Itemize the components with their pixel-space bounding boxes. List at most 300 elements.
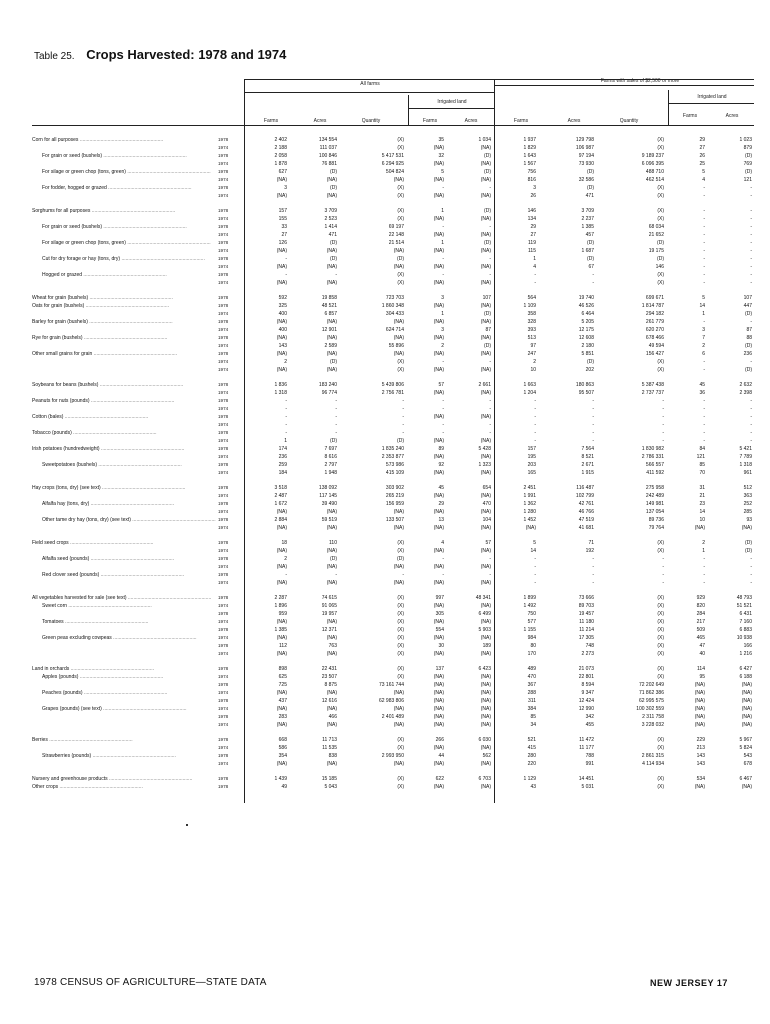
table-cell: 27 [281, 232, 287, 238]
table-cell: (NA) [433, 564, 444, 570]
row-year: 1978 [218, 169, 229, 174]
table-cell: (NA) [480, 548, 491, 554]
table-cell: - [592, 572, 594, 578]
leader-dots: ............................................................ [130, 517, 216, 523]
table-cell: (X) [657, 737, 664, 743]
table-cell: 165 [527, 470, 536, 476]
table-cell: (NA) [741, 784, 752, 790]
table-cell: - [703, 367, 705, 373]
table-cell: 534 [696, 776, 705, 782]
table-cell: (NA) [326, 580, 337, 586]
table-cell: 2 398 [739, 390, 752, 396]
table-cell: (NA) [433, 303, 444, 309]
leader-dots: ............................................................ [78, 674, 164, 680]
row-label-text: Other crops [32, 784, 59, 790]
table-cell: - [703, 216, 705, 222]
table-cell: 100 846 [318, 153, 337, 159]
table-cell: 23 507 [321, 674, 337, 680]
table-cell: 107 [482, 295, 491, 301]
table-cell: (NA) [276, 690, 287, 696]
row-label [32, 430, 222, 437]
table-cell: (X) [657, 185, 664, 191]
table-cell: 85 [699, 462, 705, 468]
table-cell: 46 766 [578, 509, 594, 515]
table-cell: (D) [330, 556, 337, 562]
row-label [32, 335, 222, 342]
row-year: 1978 [218, 351, 229, 356]
table-cell: 71 862 386 [638, 690, 664, 696]
table-cell: 627 [278, 169, 287, 175]
row-year: 1978 [218, 517, 229, 522]
table-cell: (X) [657, 367, 664, 373]
table-cell: (NA) [480, 390, 491, 396]
table-cell: 400 [278, 327, 287, 333]
leader-dots: ............................................................ [89, 398, 175, 404]
table-cell: 13 [438, 517, 444, 523]
table-cell: 55 896 [388, 343, 404, 349]
table-cell: (D) [330, 256, 337, 262]
table-cell: 6 857 [324, 311, 337, 317]
table-cell: 27 [530, 232, 536, 238]
table-cell: (NA) [480, 698, 491, 704]
table-cell: 1 362 [523, 501, 536, 507]
row-label [32, 674, 232, 681]
row-year: 1978 [218, 224, 229, 229]
row-year: 1978 [218, 784, 229, 789]
row-year: 1974 [218, 619, 229, 624]
table-cell: 6 294 925 [381, 161, 404, 167]
table-cell: - [442, 430, 444, 436]
table-cell: 4 [441, 540, 444, 546]
table-cell: (NA) [480, 232, 491, 238]
table-cell: (D) [330, 438, 337, 444]
table-cell: - [750, 414, 752, 420]
table-cell: 22 801 [578, 674, 594, 680]
table-cell: - [703, 556, 705, 562]
leader-dots: ............................................................ [101, 706, 187, 712]
table-cell: 189 [482, 643, 491, 649]
table-cell: (NA) [480, 177, 491, 183]
row-label [32, 776, 222, 783]
table-cell: (X) [657, 548, 664, 554]
table-cell: 45 [699, 382, 705, 388]
row-label [32, 185, 232, 192]
table-cell: 554 [435, 627, 444, 633]
table-cell: (NA) [433, 548, 444, 554]
table-cell: - [703, 280, 705, 286]
table-cell: - [750, 359, 752, 365]
table-cell: 6 096 395 [641, 161, 664, 167]
row-label-text: Green peas excluding cowpeas [42, 635, 112, 641]
table-cell: 96 774 [321, 390, 337, 396]
row-year: 1974 [218, 359, 229, 364]
table-cell: (X) [397, 359, 404, 365]
table-cell: - [703, 193, 705, 199]
table-cell: 156 959 [385, 501, 404, 507]
leader-dots: ............................................................ [100, 485, 186, 491]
table-cell: (D) [484, 153, 491, 159]
table-cell: - [662, 580, 664, 586]
table-cell: (NA) [694, 706, 705, 712]
row-year: 1974 [218, 580, 229, 585]
table-cell: 5 043 [324, 784, 337, 790]
table-cell: 1 643 [523, 153, 536, 159]
table-cell: (D) [397, 438, 404, 444]
table-cell: 57 [438, 382, 444, 388]
table-cell: 1 687 [581, 248, 594, 254]
table-cell: 112 [279, 643, 287, 649]
table-cell: 117 145 [319, 493, 337, 499]
table-cell: 328 [527, 319, 536, 325]
row-label-text: Alfalfa hay (tons, dry) [42, 501, 90, 507]
table-cell: (NA) [741, 682, 752, 688]
table-cell: 31 [699, 485, 705, 491]
table-cell: - [534, 580, 536, 586]
row-year: 1974 [218, 745, 229, 750]
table-cell: 1 034 [478, 137, 491, 143]
row-label [32, 572, 232, 579]
table-cell: - [402, 422, 404, 428]
table-cell: (X) [397, 603, 404, 609]
table-cell: (NA) [276, 280, 287, 286]
col-header-s-quantity: Quantity [619, 118, 639, 124]
table-cell: (NA) [326, 635, 337, 641]
table-cell: (NA) [480, 248, 491, 254]
table-cell: 1 [441, 240, 444, 246]
table-cell: (NA) [480, 470, 491, 476]
table-cell: 32 586 [578, 177, 594, 183]
table-cell: 283 [278, 714, 287, 720]
table-cell: 89 703 [578, 603, 594, 609]
table-cell: 73 161 744 [378, 682, 404, 688]
table-cell: - [662, 556, 664, 562]
table-cell: 393 [527, 327, 536, 333]
table-cell: 573 986 [385, 462, 404, 468]
row-label-text: Tomatoes [42, 619, 64, 625]
table-cell: (NA) [433, 603, 444, 609]
table-cell: - [489, 272, 491, 278]
table-cell: (NA) [326, 690, 337, 696]
table-cell: 991 [585, 761, 594, 767]
table-cell: (NA) [480, 414, 491, 420]
table-cell: - [662, 406, 664, 412]
row-year: 1978 [218, 462, 229, 467]
table-number: Table 25. [34, 51, 75, 62]
table-cell: 133 507 [385, 517, 404, 523]
table-cell: 699 671 [645, 295, 664, 301]
table-cell: 769 [743, 161, 752, 167]
table-cell: 19 740 [578, 295, 594, 301]
leader-dots: ............................................................ [84, 303, 169, 309]
table-cell: 1 414 [324, 224, 337, 230]
table-cell: 509 [696, 627, 705, 633]
row-year: 1974 [218, 390, 229, 395]
table-cell: 19 858 [321, 295, 337, 301]
row-year: 1974 [218, 145, 229, 150]
table-cell: 74 615 [321, 595, 337, 601]
table-cell: 961 [743, 470, 752, 476]
table-cell: - [750, 208, 752, 214]
col-header-quantity: Quantity [361, 118, 381, 124]
table-cell: (NA) [741, 698, 752, 704]
table-cell: - [489, 256, 491, 262]
table-cell: (NA) [741, 690, 752, 696]
table-cell: (NA) [741, 714, 752, 720]
table-cell: (NA) [433, 493, 444, 499]
table-cell: 73 666 [578, 595, 594, 601]
table-cell: - [592, 430, 594, 436]
table-cell: - [442, 422, 444, 428]
table-cell: (D) [484, 169, 491, 175]
table-cell: - [662, 430, 664, 436]
table-cell: (X) [657, 137, 664, 143]
table-cell: - [703, 232, 705, 238]
leader-dots: ............................................................ [47, 737, 133, 743]
table-cell: 2 797 [324, 462, 337, 468]
table-cell: 102 799 [575, 493, 594, 499]
table-cell: - [442, 556, 444, 562]
table-cell: 415 109 [385, 470, 404, 476]
table-cell: (NA) [480, 280, 491, 286]
table-cell: (NA) [393, 580, 404, 586]
table-cell: 51 521 [736, 603, 752, 609]
table-cell: 668 [278, 737, 287, 743]
table-cell: (NA) [433, 682, 444, 688]
row-label-text: Peaches (pounds) [42, 690, 83, 696]
table-cell: - [592, 280, 594, 286]
table-cell: (NA) [433, 635, 444, 641]
table-cell: 788 [585, 753, 594, 759]
table-cell: - [750, 193, 752, 199]
table-cell: - [335, 422, 337, 428]
table-cell: (NA) [480, 714, 491, 720]
table-cell: 358 [527, 311, 536, 317]
row-label [32, 256, 232, 263]
table-cell: 21 073 [578, 666, 594, 672]
table-cell: 1 204 [523, 390, 536, 396]
table-cell: 46 526 [578, 303, 594, 309]
table-cell: - [592, 406, 594, 412]
table-cell: (X) [397, 635, 404, 641]
table-cell: 5 [533, 540, 536, 546]
row-label-text: Sweet corn [42, 603, 68, 609]
table-cell: (NA) [393, 177, 404, 183]
table-cell: 470 [482, 501, 491, 507]
table-cell: (NA) [276, 580, 287, 586]
table-cell: (NA) [480, 161, 491, 167]
table-cell: 2 737 737 [641, 390, 664, 396]
table-cell: 6 883 [739, 627, 752, 633]
table-cell: - [750, 240, 752, 246]
table-cell: (X) [397, 185, 404, 191]
table-cell: - [489, 185, 491, 191]
table-cell: - [592, 398, 594, 404]
table-cell: - [703, 359, 705, 365]
leader-dots: ............................................................ [58, 784, 143, 790]
table-cell: 465 [696, 635, 705, 641]
table-cell: 5 851 [581, 351, 594, 357]
table-cell: - [750, 248, 752, 254]
table-cell: - [703, 240, 705, 246]
row-label [32, 414, 222, 421]
row-label [32, 666, 222, 673]
row-year: 1978 [218, 540, 229, 545]
leader-dots: ............................................................ [87, 319, 173, 325]
table-cell: (D) [745, 343, 752, 349]
table-cell: - [592, 580, 594, 586]
table-cell: 305 [435, 611, 444, 617]
table-cell: 19 457 [578, 611, 594, 617]
table-cell: (X) [397, 776, 404, 782]
table-cell: 156 427 [645, 351, 664, 357]
table-cell: 577 [527, 619, 536, 625]
table-cell: 462 514 [645, 177, 664, 183]
leader-dots: ............................................................ [99, 572, 185, 578]
table-cell: - [402, 398, 404, 404]
row-year: 1978 [218, 485, 229, 490]
table-cell: (NA) [276, 651, 287, 657]
table-cell: (NA) [480, 303, 491, 309]
table-cell: (D) [745, 153, 752, 159]
table-cell: 2 993 950 [381, 753, 404, 759]
table-cell: (D) [587, 240, 594, 246]
table-cell: - [703, 406, 705, 412]
table-cell: (X) [397, 595, 404, 601]
table-cell: (X) [397, 619, 404, 625]
table-cell: 763 [328, 643, 337, 649]
table-cell: 14 [699, 303, 705, 309]
leader-dots: ............................................................ [68, 540, 154, 546]
row-label [32, 706, 232, 713]
table-cell: (X) [657, 193, 664, 199]
table-cell: (NA) [276, 335, 287, 341]
row-year: 1978 [218, 698, 229, 703]
table-cell: 2 523 [324, 216, 337, 222]
table-cell: - [285, 414, 287, 420]
leader-dots: ............................................................ [90, 208, 176, 214]
table-cell: 97 194 [578, 153, 594, 159]
table-cell: 17 305 [578, 635, 594, 641]
header-irrigated-land: Irrigated land [437, 99, 467, 105]
row-year: 1974 [218, 674, 229, 679]
row-year: 1974 [218, 343, 229, 348]
table-cell: - [335, 406, 337, 412]
table-cell: - [750, 224, 752, 230]
table-cell: (X) [657, 776, 664, 782]
table-cell: - [442, 406, 444, 412]
table-cell: (NA) [326, 193, 337, 199]
table-cell: (NA) [276, 509, 287, 515]
table-cell: (X) [397, 193, 404, 199]
table-cell: 22 431 [321, 666, 337, 672]
table-cell: - [442, 185, 444, 191]
row-year: 1978 [218, 185, 229, 190]
table-cell: 5 967 [739, 737, 752, 743]
row-label-text: Peanuts for nuts (pounds) [32, 398, 90, 404]
table-cell: (X) [657, 216, 664, 222]
table-cell: (X) [657, 540, 664, 546]
table-cell: (NA) [393, 525, 404, 531]
table-cell: 12 901 [321, 327, 337, 333]
table-cell: 39 490 [321, 501, 337, 507]
table-cell: (NA) [393, 722, 404, 728]
table-cell: 678 [743, 761, 752, 767]
table-cell: (D) [587, 185, 594, 191]
table-cell: 95 [699, 674, 705, 680]
table-cell: 6 431 [739, 611, 752, 617]
table-cell: (NA) [326, 280, 337, 286]
table-cell: (X) [657, 784, 664, 790]
col-header-farms: Farms [263, 118, 279, 124]
table-cell: (X) [657, 272, 664, 278]
table-cell: 59 519 [321, 517, 337, 523]
row-label-text: Tobacco (pounds) [32, 430, 72, 436]
table-cell: 68 034 [648, 224, 664, 230]
table-cell: - [285, 256, 287, 262]
table-cell: 1 896 [274, 603, 287, 609]
table-cell: - [285, 398, 287, 404]
table-cell: - [534, 572, 536, 578]
table-cell: (D) [484, 343, 491, 349]
table-cell: 21 [699, 493, 705, 499]
table-cell: 7 564 [581, 446, 594, 452]
table-cell: (NA) [741, 706, 752, 712]
table-cell: 157 [278, 208, 287, 214]
table-cell: 40 [699, 651, 705, 657]
table-cell: 562 [482, 753, 491, 759]
table-cell: (NA) [326, 651, 337, 657]
row-label-text: For fodder, hogged or grazed [42, 185, 107, 191]
table-cell: - [703, 580, 705, 586]
leader-dots: ............................................................ [69, 666, 154, 672]
table-cell: (NA) [480, 564, 491, 570]
table-cell: 11 535 [322, 745, 337, 751]
sales-subrule [494, 85, 754, 86]
table-cell: 29 [699, 137, 705, 143]
table-cell: 6 427 [739, 666, 752, 672]
table-cell: (X) [657, 611, 664, 617]
table-cell: 750 [527, 611, 536, 617]
table-cell: 137 054 [645, 509, 664, 515]
table-cell: - [442, 272, 444, 278]
table-cell: 104 [482, 517, 491, 523]
table-cell: 95 507 [578, 390, 594, 396]
table-cell: (NA) [276, 264, 287, 270]
table-cell: - [703, 438, 705, 444]
table-cell: 183 240 [318, 382, 337, 388]
row-label-text: Hay crops (tons, dry) (see text) [32, 485, 101, 491]
table-cell: (NA) [525, 525, 536, 531]
row-year: 1978 [218, 398, 229, 403]
table-cell: 816 [527, 177, 536, 183]
leader-dots: ............................................................ [97, 462, 182, 468]
table-cell: - [534, 414, 536, 420]
table-cell: (X) [657, 666, 664, 672]
table-cell: 898 [278, 666, 287, 672]
table-cell: 8 875 [324, 682, 337, 688]
table-cell: 2 756 781 [381, 390, 404, 396]
table-cell: (D) [397, 256, 404, 262]
table-cell: 564 [527, 295, 536, 301]
table-cell: 1 109 [523, 303, 536, 309]
table-cell: (NA) [433, 580, 444, 586]
table-cell: 756 [527, 169, 536, 175]
table-cell: 2 487 [274, 493, 287, 499]
table-cell: - [750, 430, 752, 436]
table-cell: 1 [702, 311, 705, 317]
table-cell: 5 [441, 169, 444, 175]
table-cell: 91 065 [321, 603, 337, 609]
